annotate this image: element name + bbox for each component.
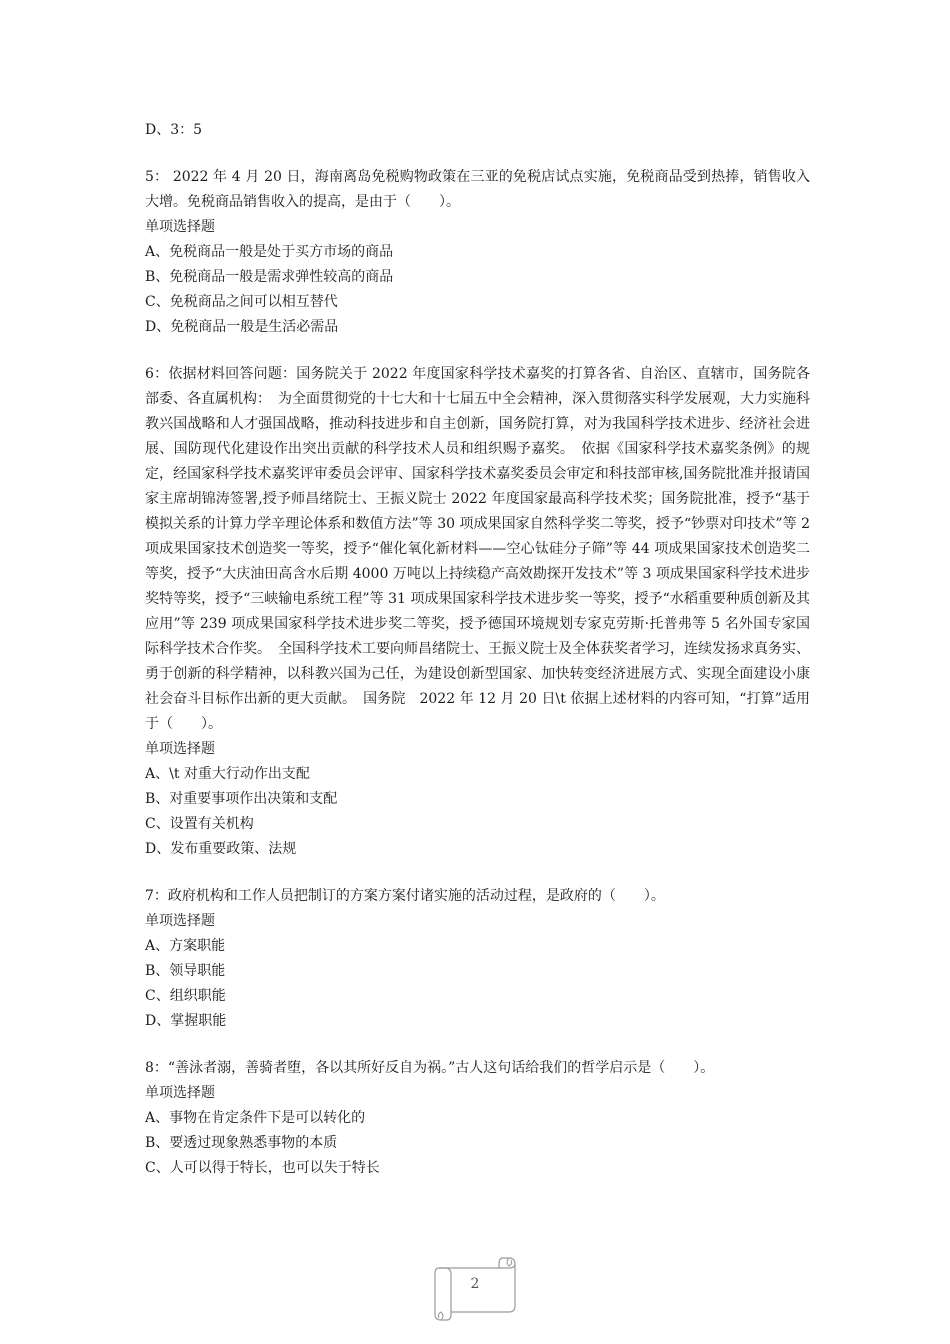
q6-option-d: D、发布重要政策、法规 (145, 841, 297, 857)
question-content (145, 118, 810, 1181)
q8-option-a: A、事物在肯定条件下是可以转化的 (145, 1110, 366, 1126)
q5-type: 单项选择题 (145, 219, 215, 235)
q6-option-c: C、设置有关机构 (145, 816, 254, 832)
q5-option-b: B、免税商品一般是需求弹性较高的商品 (145, 269, 394, 285)
q5-option-c: C、免税商品之间可以相互替代 (145, 294, 338, 310)
q6-option-b: B、对重要事项作出决策和支配 (145, 791, 338, 807)
q8-option-c: C、人可以得于特长，也可以失于特长 (145, 1160, 380, 1176)
page-number: 2 (470, 1276, 480, 1292)
q5-option-a: A、免税商品一般是处于买方市场的商品 (145, 244, 394, 260)
q4-option-d: D、3：5 (145, 122, 203, 138)
q7-option-b: B、领导职能 (145, 963, 226, 979)
page-footer (425, 1254, 525, 1324)
q5-option-d: D、免税商品一般是生活必需品 (145, 319, 339, 335)
q6-type: 单项选择题 (145, 741, 215, 757)
q6-option-a: A、\t 对重大行动作出支配 (145, 766, 310, 782)
q7-option-a: A、方案职能 (145, 938, 226, 954)
q8-text: 8：“善泳者溺，善骑者堕，各以其所好反自为祸。”古人这句话给我们的哲学启示是（ ）。 (145, 1060, 715, 1076)
q5-text: 5： 2022 年 4 月 20 日，海南离岛免税购物政策在三亚的免税店试点实施，免税商品受到热捧，销售收入大增。免税商品销售收入的提高，是由于（ ）。 (145, 169, 810, 210)
q8-type: 单项选择题 (145, 1085, 215, 1101)
q7-option-c: C、组织职能 (145, 988, 226, 1004)
q7-text: 7：政府机构和工作人员把制订的方案方案付诸实施的活动过程，是政府的（ ）。 (145, 888, 665, 904)
q7-option-d: D、掌握职能 (145, 1013, 227, 1029)
q8-option-b: B、要透过现象熟悉事物的本质 (145, 1135, 338, 1151)
q7-type: 单项选择题 (145, 913, 215, 929)
q6-text: 6：依据材料回答问题：国务院关于 2022 年度国家科学技术嘉奖的打算各省、自治区、直辖市，国务院各部委、各直属机构： 为全面贯彻党的十七大和十七届五中全会精神，深入贯彻落实科学发展观，大力实施科教兴国战略和人才强国战略，推动科技进步和自主创新，国务院打算，对为我国科学技术进步、经济社会进展、国防现代化建设作出突出贡献的科学技术人员和组织赐予嘉奖。 依据《国家科学技术嘉奖条例》的规定，经国家科学技术嘉奖评审委员会评审、国家科学技术嘉奖委员会审定和科技部审核,国务院批准并报请国家主席胡锦涛签署,授予师昌绪院士、王振义院士 2022 年度国家最高科学技术奖；国务院批准，授予“基于模拟关系的计算力学辛理论体系和数值方法”等 30 项成果国家自然科学奖二等奖，授予“钞票对印技术”等 2 项成果国家技术创造奖一等奖，授予“催化氧化新材料——空心钛硅分子筛”等 44 项成果国家技术创造奖二等奖，授予“大庆油田高含水后期 4000 万吨以上持续稳产高效勘探开发技术”等 3 项成果国家科学技术进步奖特等奖，授予“三峡输电系统工程”等 31 项成果国家科学技术进步奖一等奖，授予“水稻重要种质创新及其应用”等 239 项成果国家科学技术进步奖二等奖，授予德国环境规划专家克劳斯·托普弗等 5 名外国专家国际科学技术合作奖。 全国科学技术工要向师昌绪院士、王振义院士及全体获奖者学习，连续发扬求真务实、勇于创新的科学精神，以科教兴国为己任，为建设创新型国家、加快转变经济进展方式、实现全面建设小康社会奋斗目标作出新的更大贡献。 国务院 2022 年 12 月 20 日\t 依据上述材料的内容可知，“打算”适用于（ ）。 (145, 366, 810, 732)
